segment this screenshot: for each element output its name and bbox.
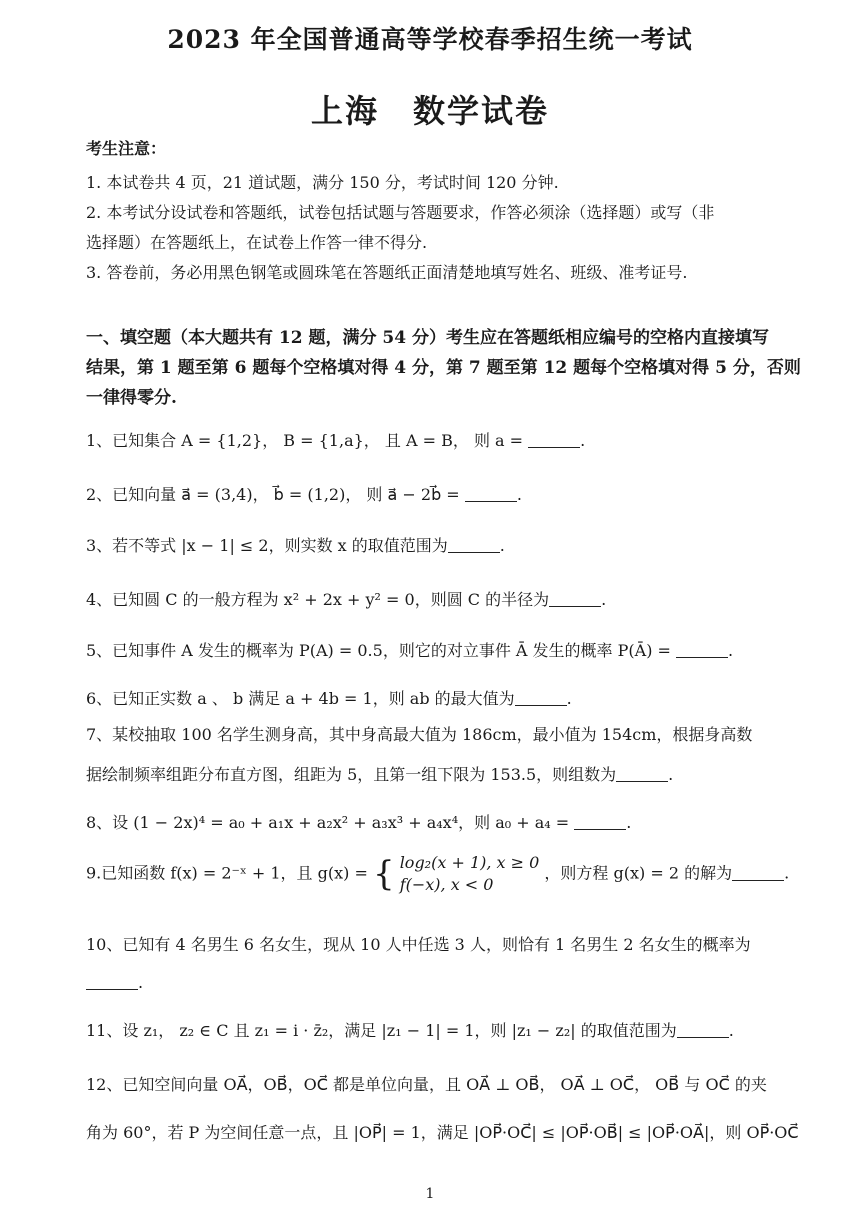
answer-blank <box>616 765 668 782</box>
piecewise-cases <box>400 852 540 896</box>
question-9: 9.已知函数 f(x) = 2⁻ˣ + 1，且 g(x) = { log₂(x + 1), x ≥ 0 f(−x), x < 0 ，则方程 g(x) = 2 的解为 . <box>86 853 790 894</box>
section-line-3: 一律得零分. <box>86 388 177 408</box>
question-4-text: 4、已知圆 C 的一般方程为 x² + 2x + y² = 0，则圆 C 的半径为 <box>86 590 550 609</box>
answer-blank <box>448 536 500 553</box>
section-line-2: 结果，第 1 题至第 6 题每个空格填对得 4 分，第 7 题至第 12 题每个空格填对得 5 分，否则 <box>86 358 801 378</box>
question-6-text: 6、已知正实数 a 、 b 满足 a + 4b = 1，则 ab 的最大值为 <box>86 689 515 708</box>
answer-blank <box>574 813 626 830</box>
question-5-text: 5、已知事件 A 发生的概率为 P(A) = 0.5，则它的对立事件 Ā 发生的概率 P(Ā) = <box>86 641 671 660</box>
question-4: 4、已知圆 C 的一般方程为 x² + 2x + y² = 0，则圆 C 的半径为 . <box>86 590 607 609</box>
question-10-line-2: . <box>86 968 786 998</box>
question-9-suffix: ，则方程 g(x) = 2 的解为 <box>544 863 733 883</box>
question-9-prefix: 9.已知函数 f(x) = 2⁻ˣ + 1，且 g(x) = <box>86 863 368 883</box>
answer-blank <box>676 641 728 658</box>
piecewise-brace: { <box>372 854 395 894</box>
question-11: 11、设 z₁， z₂ ∈ C 且 z₁ = i · z̄₂，满足 |z₁ − 1| = 1，则 |z₁ − z₂| 的取值范围为 . <box>86 1021 734 1040</box>
answer-blank <box>528 431 580 448</box>
answer-blank <box>732 864 784 881</box>
notice-item-1: 1. 本试卷共 4 页，21 道试题，满分 150 分，考试时间 120 分钟. <box>86 173 559 192</box>
exam-subtitle: 上海 数学试卷 <box>310 92 549 130</box>
question-2-text: 2、已知向量 a⃗ = (3,4)， b⃗ = (1,2)， 则 a⃗ − 2b⃗ = <box>86 485 460 504</box>
question-3-text: 3、若不等式 |x − 1| ≤ 2，则实数 x 的取值范围为 <box>86 536 448 555</box>
question-6: 6、已知正实数 a 、 b 满足 a + 4b = 1，则 ab 的最大值为 . <box>86 689 572 708</box>
question-12-line-1: 12、已知空间向量 OA⃗，OB⃗，OC⃗ 都是单位向量，且 OA⃗ ⊥ OB⃗， OA⃗ ⊥ OC⃗， OB⃗ 与 OC⃗ 的夹 <box>86 1075 767 1094</box>
question-1-text: 1、已知集合 A = {1,2}， B = {1,a}， 且 A = B， 则 a = <box>86 431 524 450</box>
question-8: 8、设 (1 − 2x)⁴ = a₀ + a₁x + a₂x² + a₃x³ + a₄x⁴，则 a₀ + a₄ = . <box>86 813 632 832</box>
section-line-1: 一、填空题（本大题共有 12 题，满分 54 分）考生应在答题纸相应编号的空格内直接填写 <box>86 328 769 348</box>
piecewise-case-1: log₂(x + 1), x ≥ 0 <box>399 853 540 872</box>
question-10-line-1: 10、已知有 4 名男生 6 名女生，现从 10 人中任选 3 人，则恰有 1 名男生 2 名女生的概率为 <box>86 935 751 954</box>
exam-title: 2023 年全国普通高等学校春季招生统一考试 <box>167 25 693 54</box>
notice-item-2: 2. 本考试分设试卷和答题纸，试卷包括试题与答题要求，作答必须涂（选择题）或写（非 <box>86 203 715 222</box>
question-11-text: 11、设 z₁， z₂ ∈ C 且 z₁ = i · z̄₂，满足 |z₁ − 1| = 1，则 |z₁ − z₂| 的取值范围为 <box>86 1021 677 1040</box>
answer-blank <box>677 1021 729 1038</box>
notice-item-3: 3. 答卷前，务必用黑色钢笔或圆珠笔在答题纸正面清楚地填写姓名、班级、准考证号. <box>86 263 688 282</box>
answer-blank <box>465 485 517 502</box>
question-7-line-2: 据绘制频率组距分布直方图，组距为 5，且第一组下限为 153.5，则组数为 . <box>86 765 674 784</box>
question-7-line-1: 7、某校抽取 100 名学生测身高，其中身高最大值为 186cm，最小值为 154cm，根据身高数 <box>86 725 753 744</box>
notice-item-2-cont: 选择题）在答题纸上，在试卷上作答一律不得分. <box>86 233 428 252</box>
page-number: 1 <box>425 1186 435 1202</box>
piecewise-case-2: f(−x), x < 0 <box>399 875 494 894</box>
answer-blank <box>549 590 601 607</box>
answer-blank <box>515 689 567 706</box>
answer-blank <box>86 973 138 990</box>
question-7-text: 据绘制频率组距分布直方图，组距为 5，且第一组下限为 153.5，则组数为 <box>86 765 617 784</box>
question-3: 3、若不等式 |x − 1| ≤ 2，则实数 x 的取值范围为 . <box>86 536 505 555</box>
question-5: 5、已知事件 A 发生的概率为 P(A) = 0.5，则它的对立事件 Ā 发生的概率 P(Ā) = . <box>86 641 734 660</box>
notice-heading: 考生注意： <box>86 139 167 158</box>
question-8-text: 8、设 (1 − 2x)⁴ = a₀ + a₁x + a₂x² + a₃x³ + a₄x⁴，则 a₀ + a₄ = <box>86 813 570 832</box>
question-2: 2、已知向量 a⃗ = (3,4)， b⃗ = (1,2)， 则 a⃗ − 2b⃗ = . <box>86 485 522 504</box>
question-12-line-2: 角为 60°，若 P 为空间任意一点，且 |OP⃗| = 1，满足 |OP⃗·OC⃗| ≤ |OP⃗·OB⃗| ≤ |OP⃗·OA⃗|，则 OP⃗·OC⃗ <box>86 1123 799 1142</box>
section-one-instructions <box>86 323 801 413</box>
question-1: 1、已知集合 A = {1,2}， B = {1,a}， 且 A = B， 则 a = . <box>86 431 586 450</box>
